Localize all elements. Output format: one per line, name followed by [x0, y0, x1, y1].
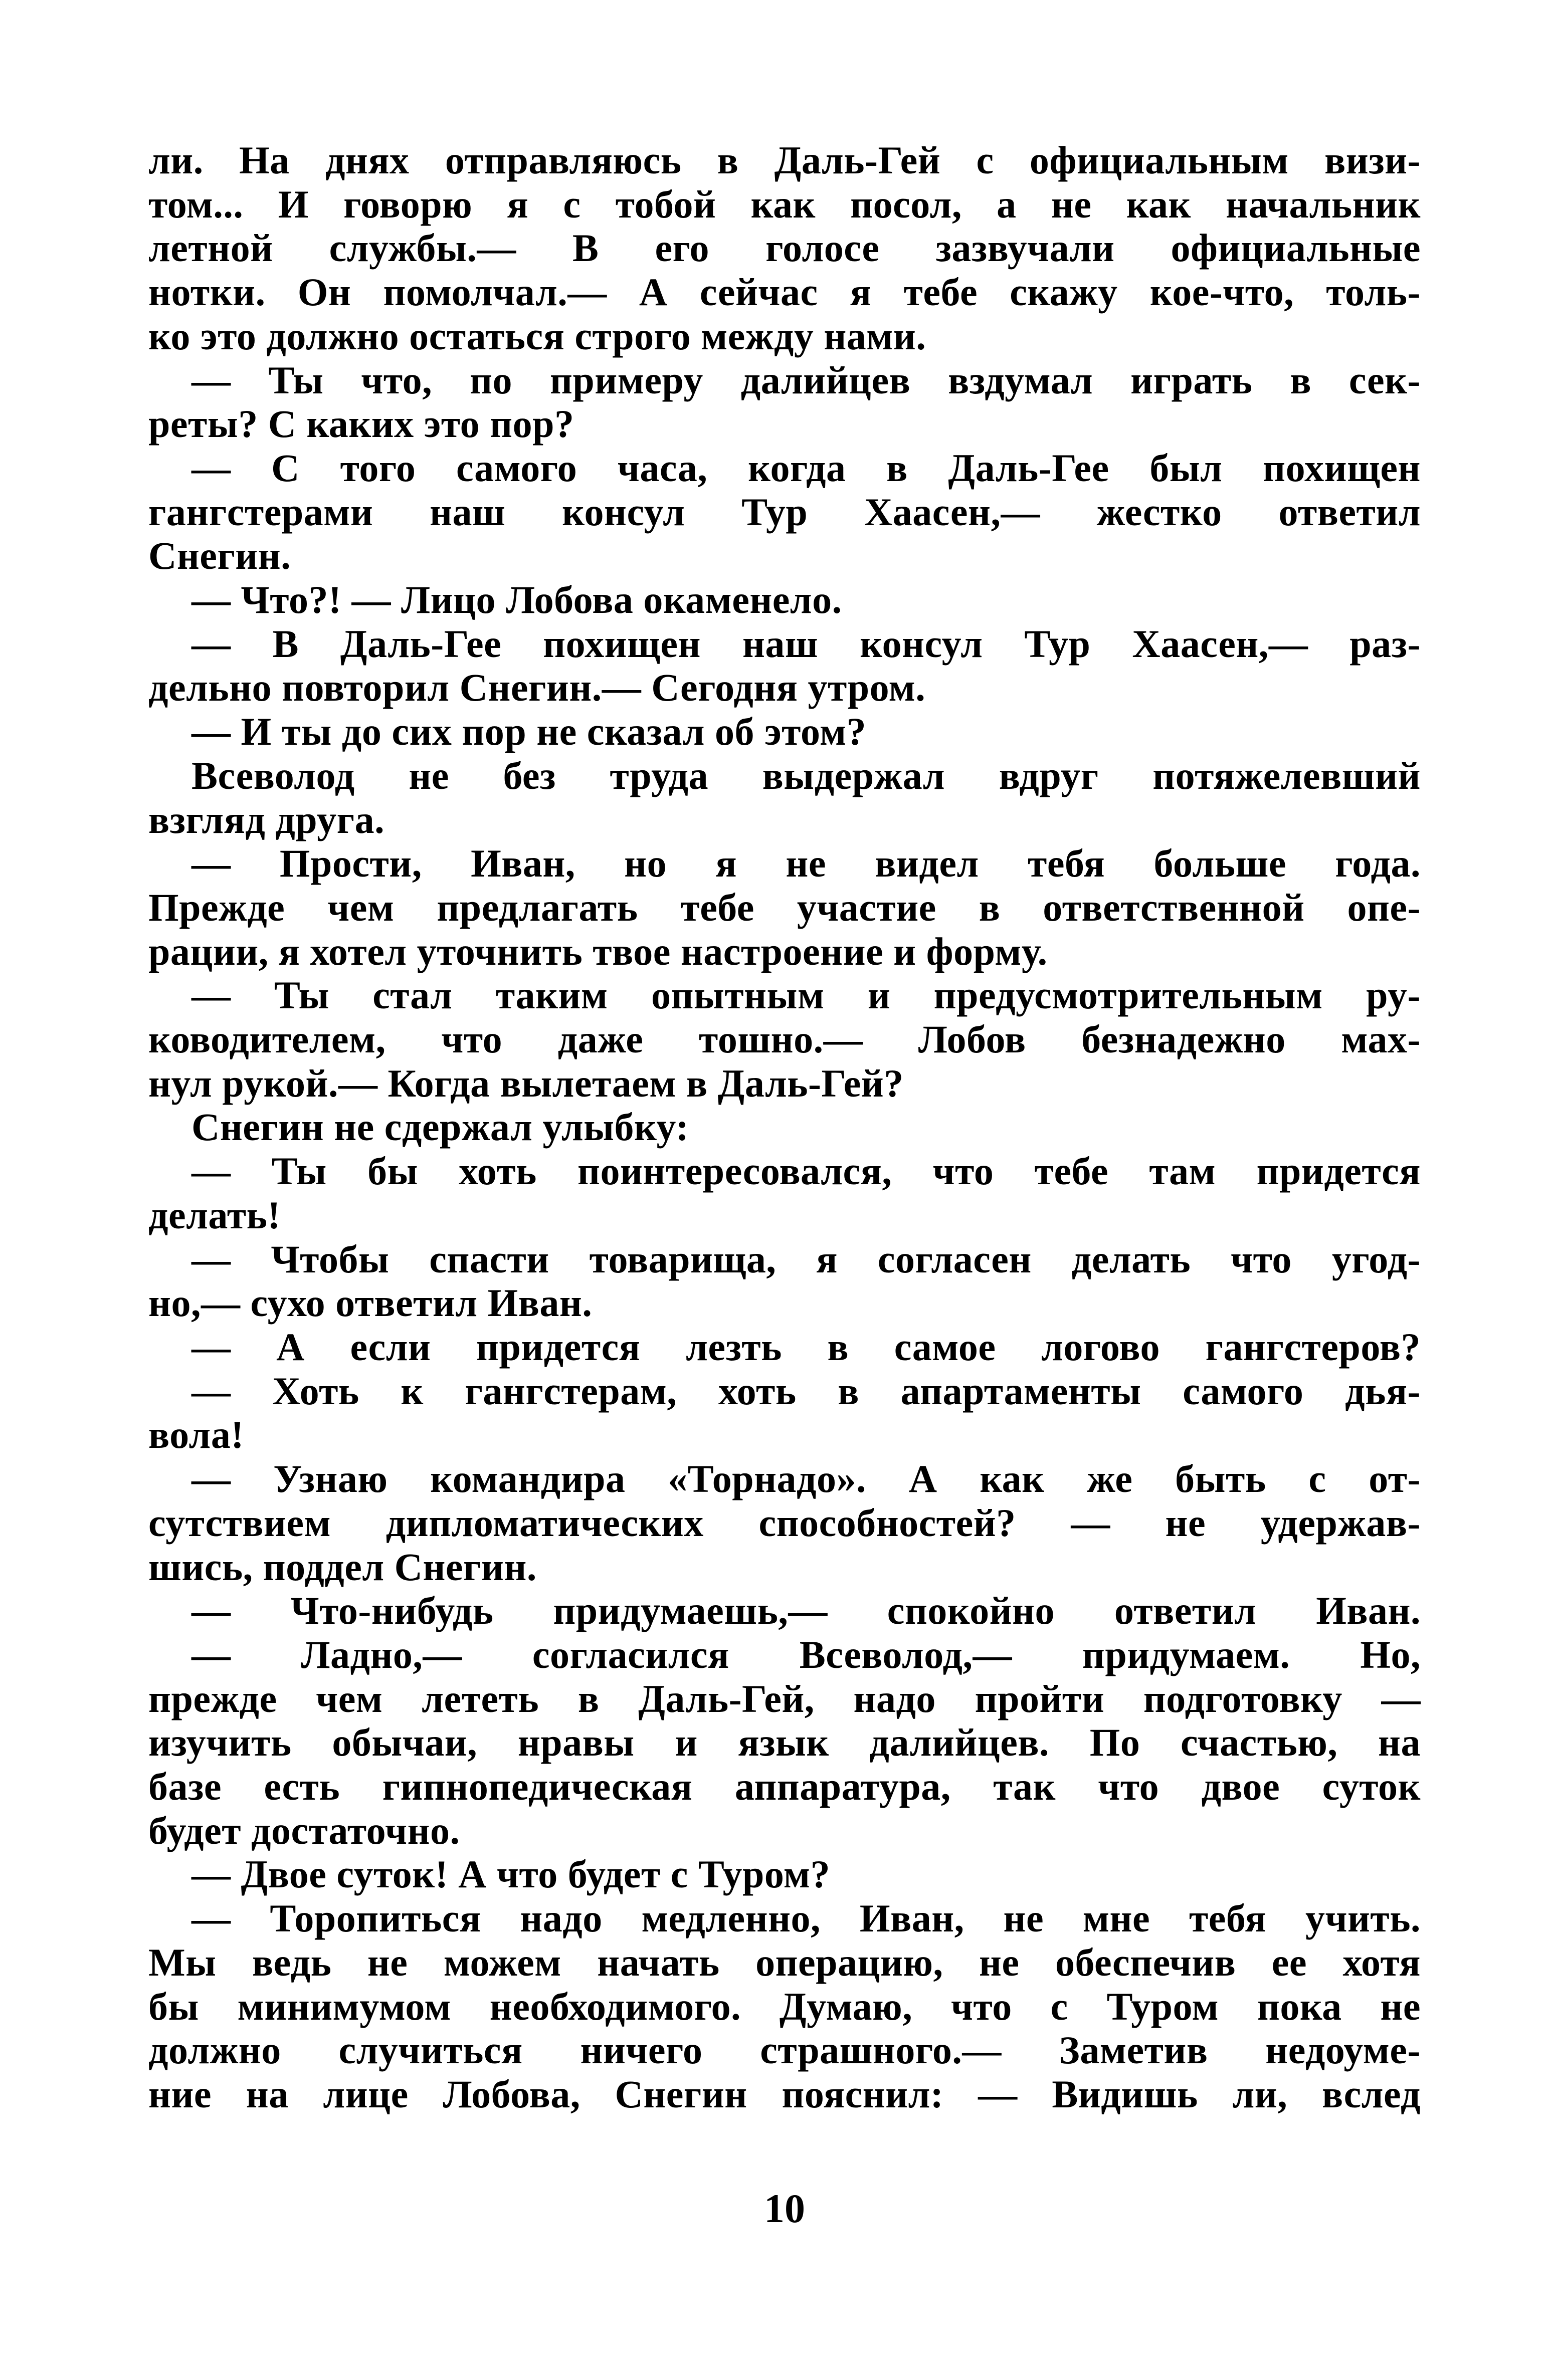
- text-line: базе есть гипнопедическая аппаратура, так что двое суток: [148, 1765, 1421, 1809]
- text-line: Снегин не сдержал улыбку:: [191, 1105, 689, 1149]
- text-line: — Ты стал таким опытным и предусмотрительным ру-: [191, 973, 1421, 1017]
- text-line: — Торопиться надо медленно, Иван, не мне тебя учить.: [191, 1896, 1421, 1940]
- text-line: бы минимумом необходимого. Думаю, что с Туром пока не: [148, 1984, 1421, 2028]
- text-line: — Ты бы хоть поинтересовался, что тебе там придется: [191, 1149, 1421, 1193]
- text-line: — Чтобы спасти товарища, я согласен делать что угод-: [191, 1237, 1421, 1281]
- text-line: изучить обычаи, нравы и язык далийцев. По счастью, на: [148, 1720, 1421, 1765]
- text-line: нул рукой.— Когда вылетаем в Даль-Гей?: [148, 1061, 904, 1105]
- text-line: рации, я хотел уточнить твое настроение и форму.: [148, 929, 1048, 973]
- text-line: но,— сухо ответил Иван.: [148, 1281, 593, 1325]
- text-line: сутствием дипломатических способностей? — не удержав-: [148, 1500, 1421, 1545]
- text-line: гангстерами наш консул Тур Хаасен,— жестко ответил: [148, 490, 1421, 534]
- text-line: — С того самого часа, когда в Даль-Гее был похищен: [191, 446, 1421, 490]
- text-line: — Двое суток! А что будет с Туром?: [191, 1852, 831, 1896]
- text-line: том... И говорю я с тобой как посол, а не как начальник: [148, 182, 1421, 226]
- text-line: Всеволод не без труда выдержал вдруг потяжелевший: [191, 753, 1421, 797]
- text-line: ководителем, что даже тошно.— Лобов безнадежно мах-: [148, 1017, 1421, 1061]
- text-line: — Прости, Иван, но я не видел тебя больше года.: [191, 841, 1421, 886]
- text-line: — Что-нибудь придумаешь,— спокойно ответил Иван.: [191, 1589, 1421, 1633]
- text-line: должно случиться ничего страшного.— Заметив недоуме-: [148, 2028, 1421, 2072]
- page-number: 10: [764, 2186, 805, 2231]
- text-line: ко это должно остаться строго между нами.: [148, 314, 926, 358]
- text-line: — Ты что, по примеру далийцев вздумал играть в сек-: [191, 358, 1421, 402]
- text-line: делать!: [148, 1193, 281, 1237]
- text-line: реты? С каких это пор?: [148, 402, 574, 446]
- text-line: ние на лице Лобова, Снегин пояснил: — Видишь ли, вслед: [148, 2072, 1421, 2116]
- text-line: взгляд друга.: [148, 797, 385, 841]
- text-line: Снегин.: [148, 534, 291, 578]
- text-line: вола!: [148, 1413, 244, 1457]
- text-line: дельно повторил Снегин.— Сегодня утром.: [148, 666, 926, 710]
- text-line: прежде чем лететь в Даль-Гей, надо пройти подготовку —: [148, 1676, 1421, 1720]
- text-block: [148, 138, 1421, 2116]
- text-line: — Хоть к гангстерам, хоть в апартаменты самого дья-: [191, 1369, 1421, 1413]
- text-line: — В Даль-Гее похищен наш консул Тур Хаасен,— раз-: [191, 621, 1421, 666]
- text-line: Прежде чем предлагать тебе участие в ответственной опе-: [148, 885, 1421, 929]
- text-line: — И ты до сих пор не сказал об этом?: [191, 710, 867, 754]
- text-line: шись, поддел Снегин.: [148, 1545, 537, 1589]
- text-line: будет достаточно.: [148, 1808, 460, 1852]
- text-line: летной службы.— В его голосе зазвучали официальные: [148, 226, 1421, 270]
- text-line: нотки. Он помолчал.— А сейчас я тебе скажу кое-что, толь-: [148, 270, 1421, 314]
- text-line: Мы ведь не можем начать операцию, не обеспечив ее хотя: [148, 1940, 1421, 1984]
- text-line: — Узнаю командира «Торнадо». А как же быть с от-: [191, 1457, 1421, 1501]
- text-line: — А если придется лезть в самое логово гангстеров?: [191, 1325, 1421, 1369]
- text-line: — Что?! — Лицо Лобова окаменело.: [191, 578, 842, 622]
- text-line: ли. На днях отправляюсь в Даль-Гей с официальным визи-: [148, 138, 1421, 182]
- text-line: — Ладно,— согласился Всеволод,— придумаем. Но,: [191, 1632, 1421, 1676]
